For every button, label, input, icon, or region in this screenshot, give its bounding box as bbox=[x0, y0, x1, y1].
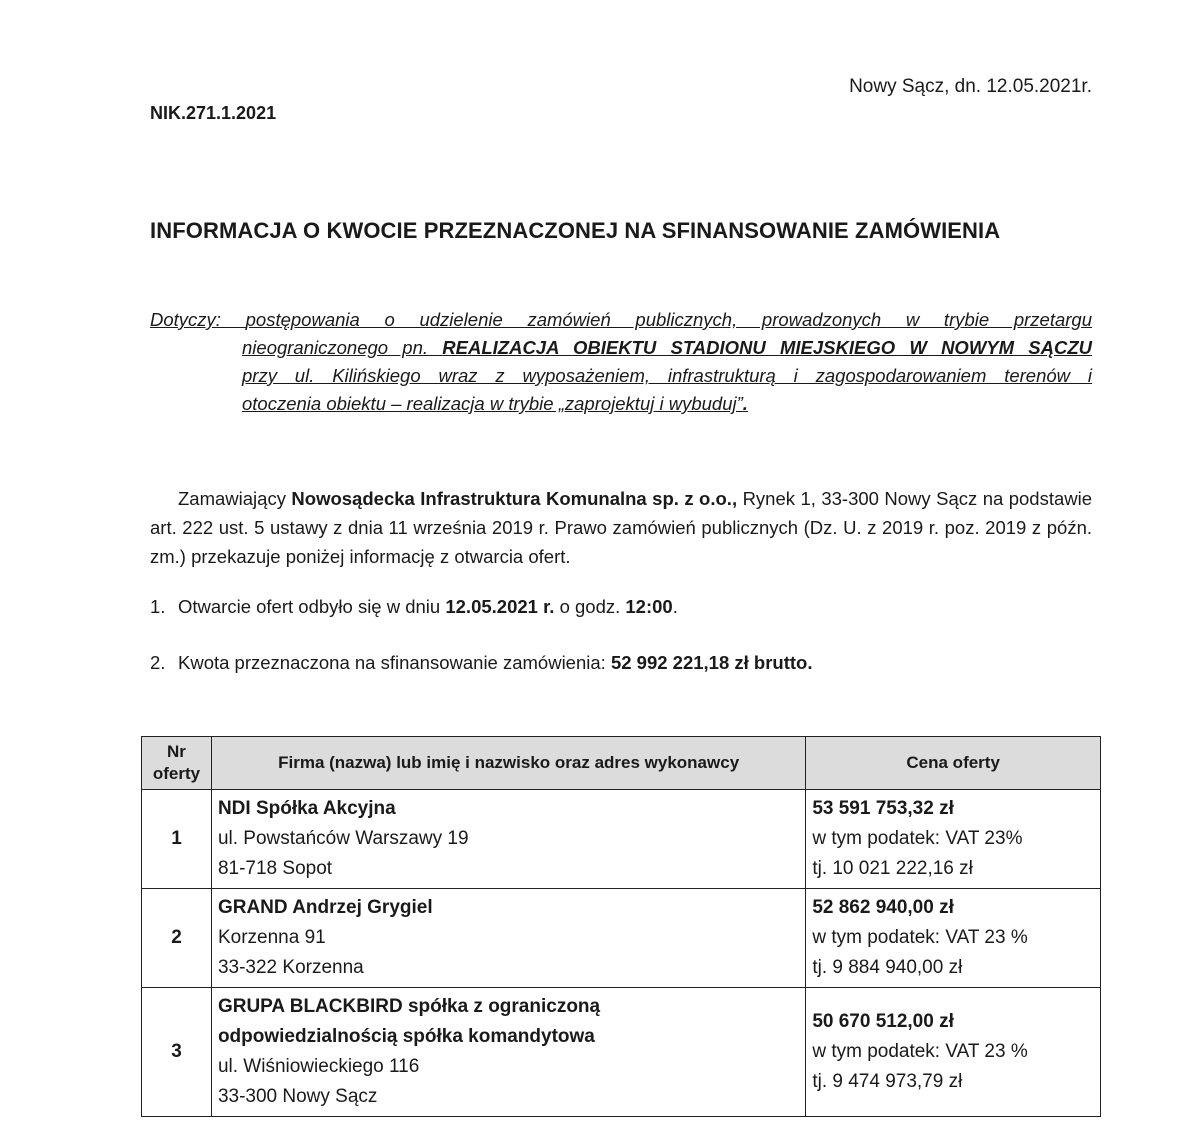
subject-line-4-end: . bbox=[742, 393, 748, 414]
offer-price bbox=[806, 889, 1101, 988]
firm-address-city: 81-718 Sopot bbox=[217, 858, 333, 879]
budget-amount: 52 992 221,18 zł brutto. bbox=[610, 652, 813, 673]
price-gross: 52 862 940,00 zł bbox=[812, 897, 954, 918]
point-1-number: 1. bbox=[150, 596, 166, 617]
opening-time: 12:00 bbox=[625, 596, 673, 617]
price-tax: tj. 10 021 222,16 zł bbox=[812, 858, 973, 879]
point-2-text: Kwota przeznaczona na sfinansowanie zamówienia: bbox=[178, 652, 606, 673]
intro-paragraph bbox=[150, 484, 1092, 571]
price-tax: tj. 9 474 973,79 zł bbox=[812, 1071, 963, 1092]
offer-price bbox=[806, 790, 1101, 889]
price-tax: tj. 9 884 940,00 zł bbox=[812, 957, 963, 978]
firm-address-city: 33-300 Nowy Sącz bbox=[217, 1086, 378, 1107]
point-2 bbox=[150, 652, 813, 674]
firm-name: GRAND Andrzej Grygiel bbox=[217, 897, 433, 918]
subject-line-4 bbox=[150, 390, 1092, 418]
header-firm: Firma (nazwa) lub imię i nazwisko oraz adres wykonawcy bbox=[211, 737, 805, 790]
subject-line-1 bbox=[150, 306, 1092, 334]
place-date: Nowy Sącz, dn. 12.05.2021r. bbox=[849, 76, 1092, 97]
subject-line-2 bbox=[150, 334, 1092, 362]
firm-name-line-1: GRUPA BLACKBIRD spółka z ograniczoną bbox=[217, 996, 601, 1017]
reference-number: NIK.271.1.2021 bbox=[150, 103, 277, 123]
header-nr-line1: Nr bbox=[167, 742, 186, 761]
subject-label: Dotyczy: bbox=[150, 309, 221, 330]
offer-price bbox=[806, 988, 1101, 1117]
price-vat: w tym podatek: VAT 23 % bbox=[812, 927, 1028, 948]
subject-line-2-prefix: nieograniczonego pn. bbox=[242, 337, 429, 358]
point-1-end: . bbox=[672, 596, 678, 617]
offer-firm bbox=[211, 790, 805, 889]
firm-address-street: ul. Powstańców Warszawy 19 bbox=[217, 828, 469, 849]
subject-project-name: REALIZACJA OBIEKTU STADIONU MIEJSKIEGO W NOWYM SĄCZU bbox=[442, 337, 1093, 358]
offer-firm bbox=[211, 988, 805, 1117]
subject-line-3: przy ul. Kilińskiego wraz z wyposażeniem, infrastrukturą i zagospodarowaniem terenów i bbox=[242, 365, 1092, 386]
offer-firm bbox=[211, 889, 805, 988]
header-price: Cena oferty bbox=[806, 737, 1101, 790]
firm-address-street: Korzenna 91 bbox=[217, 927, 326, 948]
table-row bbox=[142, 790, 1101, 889]
document-title: INFORMACJA O KWOCIE PRZEZNACZONEJ NA SFINANSOWANIE ZAMÓWIENIA bbox=[150, 218, 1001, 243]
price-gross: 50 670 512,00 zł bbox=[812, 1011, 954, 1032]
firm-name: NDI Spółka Akcyjna bbox=[217, 798, 396, 819]
subject-block bbox=[150, 306, 1092, 418]
price-vat: w tym podatek: VAT 23 % bbox=[812, 1041, 1028, 1062]
firm-address-street: ul. Wiśniowieckiego 116 bbox=[217, 1056, 420, 1077]
intro-lead: Zamawiający bbox=[178, 488, 286, 509]
intro-company: Nowosądecka Infrastruktura Komunalna sp. z o.o., bbox=[291, 488, 738, 509]
offer-number: 1 bbox=[142, 790, 212, 889]
offer-number: 3 bbox=[142, 988, 212, 1117]
price-gross: 53 591 753,32 zł bbox=[812, 798, 954, 819]
point-1-text-a: Otwarcie ofert odbyło się w dniu bbox=[178, 596, 441, 617]
table-header-row bbox=[142, 737, 1101, 790]
header-nr-line2: oferty bbox=[152, 764, 201, 783]
firm-name-line-2: odpowiedzialnością spółka komandytowa bbox=[217, 1026, 595, 1047]
firm-address-city: 33-322 Korzenna bbox=[217, 957, 364, 978]
subject-line-1-text: postępowania o udzielenie zamówień publicznych, prowadzonych w trybie przetargu bbox=[245, 309, 1093, 330]
point-1-text-b: o godz. bbox=[559, 596, 621, 617]
offers-table bbox=[141, 736, 1101, 1117]
table-row bbox=[142, 889, 1101, 988]
point-2-number: 2. bbox=[150, 652, 166, 673]
table-row bbox=[142, 988, 1101, 1117]
point-1 bbox=[150, 596, 678, 618]
header-nr bbox=[142, 737, 212, 790]
offer-number: 2 bbox=[142, 889, 212, 988]
subject-line-4-text: otoczenia obiektu – realizacja w trybie „zaprojektuj i wybuduj” bbox=[242, 393, 743, 414]
intro-rest: Rynek 1, 33-300 Nowy Sącz na podstawie art. 222 ust. 5 ustawy z dnia 11 września 2019 r. Prawo zamówień publicznych (Dz. U. z 2019 r. poz. 2019 z późn. zm.) przekazuje poniżej informację z otwarcia ofert. bbox=[150, 488, 1093, 567]
price-vat: w tym podatek: VAT 23% bbox=[812, 828, 1023, 849]
opening-date: 12.05.2021 r. bbox=[445, 596, 555, 617]
